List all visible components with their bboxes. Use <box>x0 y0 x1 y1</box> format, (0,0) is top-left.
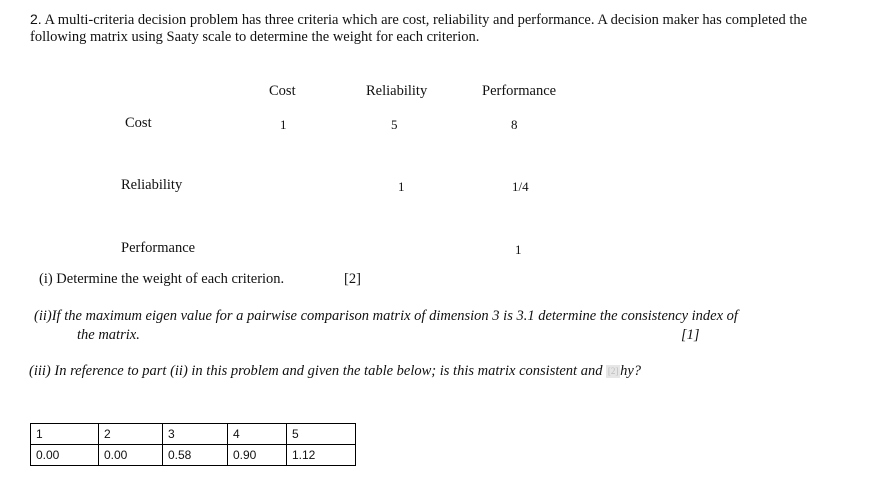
matrix-cell-performance-performance: 1 <box>515 242 522 257</box>
table-cell-ri-5: 1.12 <box>287 445 356 466</box>
part-iii-marks-box: [2] <box>607 366 619 376</box>
question-number: 2. <box>30 11 42 27</box>
table-cell-n-1: 1 <box>31 424 99 445</box>
table-cell-n-3: 3 <box>163 424 228 445</box>
table-row <box>31 424 356 445</box>
table-cell-ri-3: 0.58 <box>163 445 228 466</box>
table-cell-n-4: 4 <box>228 424 287 445</box>
matrix-row-label-performance: Performance <box>121 240 196 256</box>
part-iii-text-end: hy? <box>620 363 642 379</box>
part-ii-marks: [1] <box>681 327 700 343</box>
part-iii-text: (iii) In reference to part (ii) in this problem and given the table below; is this matrix consistent and <box>29 363 607 379</box>
matrix-cell-cost-performance: 8 <box>511 117 518 132</box>
question-intro <box>30 11 850 46</box>
table-cell-ri-1: 0.00 <box>31 445 99 466</box>
part-i-marks: [2] <box>344 271 361 287</box>
part-ii-line2: the matrix. <box>77 327 140 343</box>
part-i-text: (i) Determine the weight of each criterion. <box>39 271 285 287</box>
matrix-cell-cost-reliability: 5 <box>391 117 398 132</box>
matrix-col-header-performance: Performance <box>482 83 557 99</box>
table-cell-n-5: 5 <box>287 424 356 445</box>
matrix-row-label-reliability: Reliability <box>121 177 183 193</box>
table-row <box>31 445 356 466</box>
table-cell-n-2: 2 <box>99 424 163 445</box>
matrix-col-header-reliability: Reliability <box>366 83 428 99</box>
table-cell-ri-2: 0.00 <box>99 445 163 466</box>
matrix-cell-cost-cost: 1 <box>280 117 287 132</box>
matrix-cell-reliability-performance: 1/4 <box>512 179 529 194</box>
table-cell-ri-4: 0.90 <box>228 445 287 466</box>
question-text: A multi-criteria decision problem has three criteria which are cost, reliability and performance. A decision maker has completed the following matrix using Saaty scale to determine the weight for each criterion. <box>30 12 808 45</box>
part-ii-line1: (ii)If the maximum eigen value for a pairwise comparison matrix of dimension 3 is 3.1 determine the consistency index of <box>34 308 738 324</box>
random-index-table <box>30 423 356 466</box>
matrix-col-header-cost: Cost <box>269 83 296 99</box>
matrix-row-label-cost: Cost <box>125 115 152 131</box>
matrix-cell-reliability-reliability: 1 <box>398 179 405 194</box>
part-iii-line <box>29 363 641 380</box>
